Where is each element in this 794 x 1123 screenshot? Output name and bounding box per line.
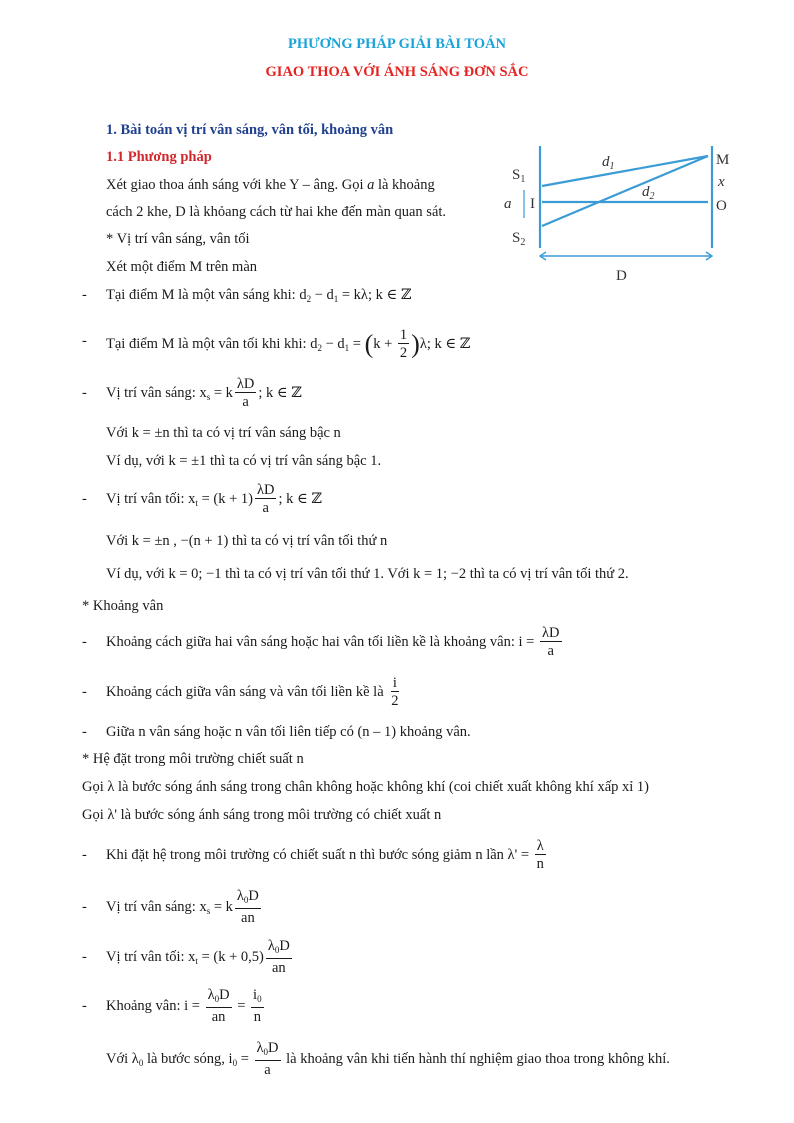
label-d1: $d_1$ — [602, 154, 615, 172]
star-medium: * Hệ đặt trong môi trường chiết suất n — [82, 751, 304, 767]
half-fringe — [106, 669, 403, 715]
medium-bright-text: Vị trí vân sáng: — [106, 899, 200, 915]
medium-fringe-formula: i = $\frac{\lambda_0D}{an}$ = $\frac{i_0}{n}$ — [184, 987, 262, 1026]
bullet-dash: - — [82, 287, 87, 303]
bright-condition-text: Tại điểm M là một vân sáng khi: — [106, 287, 300, 303]
title-line-2: GIAO THOA VỚI ÁNH SÁNG ĐƠN SẮC — [265, 64, 529, 80]
dark-order: Với k = ±n , −(n + 1) thì ta có vị trí vân tối thứ n — [106, 533, 388, 549]
dark-condition-text: Tại điểm M là một vân tối khi khi: — [106, 336, 311, 352]
fringe-definition — [106, 619, 564, 665]
lambda0-explanation: Với $\lambda_0$ là bước sóng, $i_0$ = $\frac{\lambda_0D}{a}$ là khoảng vân khi tiến hành thí nghiệm giao thoa trong không khí. — [106, 1040, 670, 1079]
dark-condition-formula: $d_2 - d_1 = (k$ + $\frac{1}{2}$ )λ; k ∈ ℤ — [310, 327, 471, 362]
lambda0-text-b: là bước sóng, — [143, 1051, 229, 1067]
bright-position-text: Vị trí vân sáng: — [106, 385, 200, 401]
star-positions: * Vị trí vân sáng, vân tối — [106, 231, 250, 247]
bullet-dash: - — [82, 491, 87, 507]
label-d2: $d_2$ — [642, 184, 655, 202]
lambda0-text-a: Với λ — [106, 1051, 139, 1067]
medium-bright-formula: $x_s = k$ $\frac{\lambda_0D}{an}$ — [199, 888, 259, 927]
dark-example: Ví dụ, với k = 0; −1 thì ta có vị trí vân tối thứ 1. Với k = 1; −2 thì ta có vị trí vân tối thứ 2. — [106, 566, 629, 582]
bright-condition — [106, 286, 411, 308]
label-i: I — [530, 196, 535, 212]
medium-dark-position — [106, 934, 294, 984]
medium-wavelength-formula: λ' = $\frac{\lambda}{n}$ — [507, 838, 544, 873]
lambda-definition: Gọi λ là bước sóng ánh sáng trong chân không hoặc không khí (coi chiết xuất không khí xấp xỉ 1) — [82, 779, 650, 795]
fringe-formula: i = $\frac{\lambda D}{a}$ — [518, 625, 560, 660]
half-fringe-formula: $\frac{i}{2}$ — [391, 675, 399, 710]
bullet-dash: - — [82, 949, 87, 965]
label-m: M — [716, 152, 730, 168]
bright-position-formula: $x_s = k$ $\frac{\lambda D}{a}$ ; k ∈ ℤ — [199, 376, 302, 411]
dark-condition — [106, 320, 470, 372]
sub-heading: 1.1 Phương pháp — [106, 149, 212, 165]
dark-position-text: Vị trí vân tối: — [106, 491, 189, 507]
bullet-dash: - — [82, 684, 87, 700]
bullet-dash: - — [82, 385, 87, 401]
intro-var-a: a — [367, 177, 375, 193]
label-a: a — [504, 196, 512, 212]
label-x: x — [718, 174, 725, 190]
bullet-dash: - — [82, 998, 87, 1014]
bullet-dash: - — [82, 847, 87, 863]
intro-line-1 — [106, 176, 435, 194]
medium-fringe-text: Khoảng vân: — [106, 998, 185, 1014]
dark-position — [106, 476, 322, 526]
bullet-dash: - — [82, 724, 87, 740]
intro-text-a: Xét giao thoa ánh sáng với khe Y – âng. Gọi — [106, 177, 368, 193]
medium-bright-position — [106, 884, 263, 934]
section-heading: 1. Bài toán vị trí vân sáng, vân tối, khoảng vân — [106, 122, 394, 138]
dark-position-formula: $x_t = (k + 1)$ $\frac{\lambda D}{a}$ ; k ∈ ℤ — [188, 482, 322, 517]
medium-dark-formula: $x_t = (k + 0,5)$ $\frac{\lambda_0D}{an}$ — [188, 938, 290, 977]
n-fringes: Giữa n vân sáng hoặc n vân tối liên tiếp có (n – 1) khoảng vân. — [106, 724, 471, 740]
bright-condition-formula: $d_2 - d_1 = k\lambda$; k ∈ ℤ — [299, 287, 412, 304]
intro-line-2: cách 2 khe, D là khỏang cách từ hai khe đến màn quan sát. — [106, 204, 447, 220]
bullet-dash: - — [82, 333, 87, 349]
label-s2: $S_2$ — [512, 230, 526, 248]
label-o: O — [716, 198, 727, 214]
half-fringe-text: Khoảng cách giữa vân sáng và vân tối liền kề là — [106, 684, 388, 700]
bright-example: Ví dụ, với k = ±1 thì ta có vị trí vân sáng bậc 1. — [106, 453, 382, 469]
lambda-prime-definition: Gọi λ' là bước sóng ánh sáng trong môi trường có chiết xuất n — [82, 807, 442, 823]
i0-formula: $i_0$ = $\frac{\lambda_0D}{a}$ — [228, 1040, 279, 1079]
medium-wavelength — [106, 832, 548, 878]
label-d: D — [616, 268, 627, 284]
bullet-dash: - — [82, 899, 87, 915]
intro-text-b: là khoảng — [374, 177, 435, 193]
medium-fringe — [106, 983, 266, 1029]
medium-wavelength-text: Khi đặt hệ trong môi trường có chiết suất n thì bước sóng giảm n lần — [106, 847, 508, 863]
medium-dark-text: Vị trí vân tối: — [106, 949, 189, 965]
consider-point-m: Xét một điểm M trên màn — [106, 259, 258, 275]
title-line-1: PHƯƠNG PHÁP GIẢI BÀI TOÁN — [287, 36, 507, 52]
star-fringe: * Khoảng vân — [82, 598, 164, 614]
bright-position — [106, 370, 302, 420]
label-s1: $S_1$ — [512, 167, 526, 185]
young-experiment-diagram — [496, 138, 746, 290]
bullet-dash: - — [82, 634, 87, 650]
fringe-definition-text: Khoảng cách giữa hai vân sáng hoặc hai vân tối liền kề là khoảng vân: — [106, 634, 519, 650]
bright-order: Với k = ±n thì ta có vị trí vân sáng bậc n — [106, 425, 341, 441]
lambda0-text-c: là khoảng vân khi tiến hành thí nghiệm giao thoa trong không khí. — [282, 1051, 670, 1067]
